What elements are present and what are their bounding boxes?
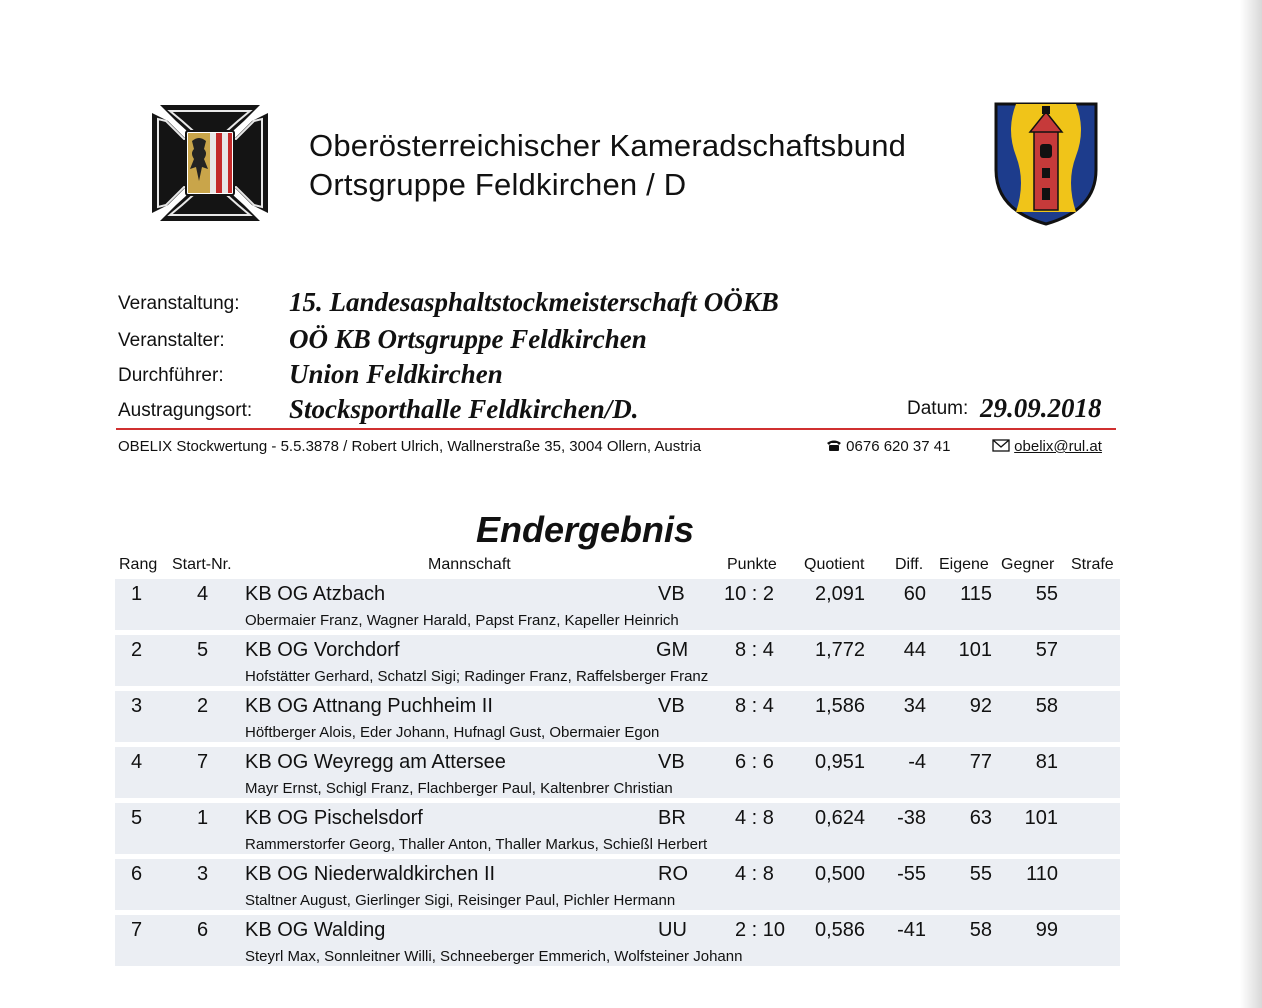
- team-code-cell: VB: [658, 751, 685, 773]
- team-members: Staltner August, Gierlinger Sigi, Reisinger Paul, Pichler Hermann: [245, 892, 676, 909]
- org-name-line1: Oberösterreichischer Kameradschaftsbund: [309, 128, 907, 163]
- gegner-cell: 58: [1035, 695, 1058, 717]
- datum-label: Datum:: [907, 398, 969, 419]
- eigene-cell: 77: [969, 751, 992, 773]
- col-header-rang: Rang: [119, 556, 158, 573]
- coat-of-arms-logo: [992, 100, 1100, 228]
- contact-email: [992, 438, 1102, 455]
- team-members: Mayr Ernst, Schigl Franz, Flachberger Paul, Kaltenbrer Christian: [245, 780, 673, 797]
- gegner-cell: 99: [1035, 919, 1058, 941]
- col-header-punkte: Punkte: [727, 556, 777, 573]
- diff-cell: -4: [908, 751, 926, 773]
- team-code-cell: VB: [658, 583, 685, 605]
- telephone-icon: [826, 439, 842, 452]
- quotient-cell: 0,500: [815, 863, 866, 885]
- durchfuehrer-value: Union Feldkirchen: [289, 359, 503, 389]
- datum-value: 29.09.2018: [980, 393, 1102, 423]
- diff-cell: -41: [897, 919, 926, 941]
- start-nr-cell: 3: [197, 863, 209, 885]
- gegner-cell: 55: [1035, 583, 1058, 605]
- team-code-cell: BR: [658, 807, 686, 829]
- quotient-cell: 0,624: [815, 807, 866, 829]
- rang-cell: 5: [131, 807, 143, 829]
- col-header-diff: Diff.: [895, 556, 924, 573]
- header-divider: [116, 428, 1116, 430]
- punkte-cell: 8 : 4: [735, 695, 774, 717]
- gegner-cell: 110: [1026, 863, 1058, 885]
- gegner-cell: 57: [1035, 639, 1058, 661]
- team-name-cell: KB OG Walding: [245, 919, 386, 941]
- team-members: Obermaier Franz, Wagner Harald, Papst Franz, Kapeller Heinrich: [245, 612, 679, 629]
- team-name-cell: KB OG Attnang Puchheim II: [245, 695, 493, 717]
- diff-cell: 34: [903, 695, 926, 717]
- team-name-cell: KB OG Pischelsdorf: [245, 807, 423, 829]
- eigene-cell: 101: [958, 639, 992, 661]
- rang-cell: 7: [131, 919, 143, 941]
- quotient-cell: 1,772: [815, 639, 866, 661]
- rang-cell: 3: [131, 695, 143, 717]
- rang-cell: 4: [131, 751, 143, 773]
- rang-cell: 6: [131, 863, 143, 885]
- quotient-cell: 0,586: [815, 919, 866, 941]
- diff-cell: -55: [897, 863, 926, 885]
- punkte-cell: 6 : 6: [735, 751, 774, 773]
- durchfuehrer-label: Durchführer:: [118, 365, 224, 386]
- start-nr-cell: 1: [197, 807, 209, 829]
- quotient-cell: 0,951: [815, 751, 866, 773]
- team-code-cell: VB: [658, 695, 685, 717]
- team-members: Rammerstorfer Georg, Thaller Anton, Thaller Markus, Schießl Herbert: [245, 836, 708, 853]
- col-header-eigene: Eigene: [939, 556, 989, 573]
- start-nr-cell: 5: [197, 639, 209, 661]
- col-header-start-nr: Start-Nr.: [172, 556, 232, 573]
- team-name-cell: KB OG Niederwaldkirchen II: [245, 863, 496, 885]
- start-nr-cell: 6: [197, 919, 209, 941]
- punkte-cell: 4 : 8: [735, 863, 774, 885]
- eigene-cell: 55: [969, 863, 992, 885]
- software-credit: OBELIX Stockwertung - 5.5.3878 / Robert Ulrich, Wallnerstraße 35, 3004 Ollern, Austria: [118, 438, 702, 455]
- eigene-cell: 58: [969, 919, 992, 941]
- gegner-cell: 81: [1035, 751, 1058, 773]
- phone-number: 0676 620 37 41: [846, 438, 951, 455]
- col-header-mannschaft: Mannschaft: [428, 556, 511, 573]
- punkte-cell: 8 : 4: [735, 639, 774, 661]
- punkte-cell: 10 : 2: [724, 583, 775, 605]
- veranstalter-label: Veranstalter:: [118, 330, 225, 351]
- col-header-strafe: Strafe: [1071, 556, 1114, 573]
- quotient-cell: 2,091: [815, 583, 866, 605]
- eigene-cell: 63: [969, 807, 992, 829]
- punkte-cell: 2 : 10: [735, 919, 786, 941]
- austragungsort-value: Stocksporthalle Feldkirchen/D.: [289, 394, 639, 424]
- team-name-cell: KB OG Atzbach: [245, 583, 386, 605]
- start-nr-cell: 7: [197, 751, 209, 773]
- envelope-icon: [992, 439, 1010, 452]
- col-header-gegner: Gegner: [1001, 556, 1055, 573]
- diff-cell: 60: [903, 583, 926, 605]
- contact-phone: [826, 438, 950, 455]
- email-link[interactable]: obelix@rul.at: [1014, 438, 1102, 455]
- gegner-cell: 101: [1024, 807, 1058, 829]
- veranstaltung-label: Veranstaltung:: [118, 293, 240, 314]
- team-members: Hofstätter Gerhard, Schatzl Sigi; Radinger Franz, Raffelsberger Franz: [245, 668, 709, 685]
- punkte-cell: 4 : 8: [735, 807, 774, 829]
- page-edge-shadow: [1240, 0, 1262, 1008]
- team-members: Höftberger Alois, Eder Johann, Hufnagl Gust, Obermaier Egon: [245, 724, 660, 741]
- iron-cross-logo: [146, 99, 274, 227]
- austragungsort-label: Austragungsort:: [118, 400, 253, 421]
- rang-cell: 1: [131, 583, 143, 605]
- team-code-cell: UU: [658, 919, 687, 941]
- diff-cell: -38: [897, 807, 926, 829]
- quotient-cell: 1,586: [815, 695, 866, 717]
- team-members: Steyrl Max, Sonnleitner Willi, Schneeberger Emmerich, Wolfsteiner Johann: [245, 948, 743, 965]
- org-name-line2: Ortsgruppe Feldkirchen / D: [309, 167, 687, 202]
- col-header-quotient: Quotient: [804, 556, 865, 573]
- eigene-cell: 92: [969, 695, 992, 717]
- start-nr-cell: 4: [197, 583, 209, 605]
- diff-cell: 44: [903, 639, 926, 661]
- veranstalter-value: OÖ KB Ortsgruppe Feldkirchen: [289, 324, 647, 354]
- team-code-cell: RO: [658, 863, 688, 885]
- team-code-cell: GM: [656, 639, 689, 661]
- start-nr-cell: 2: [197, 695, 209, 717]
- rang-cell: 2: [131, 639, 143, 661]
- team-name-cell: KB OG Weyregg am Attersee: [245, 751, 506, 773]
- veranstaltung-value: 15. Landesasphaltstockmeisterschaft OÖKB: [289, 287, 779, 317]
- eigene-cell: 115: [960, 583, 992, 605]
- team-name-cell: KB OG Vorchdorf: [245, 639, 400, 661]
- page-title: Endergebnis: [475, 509, 695, 550]
